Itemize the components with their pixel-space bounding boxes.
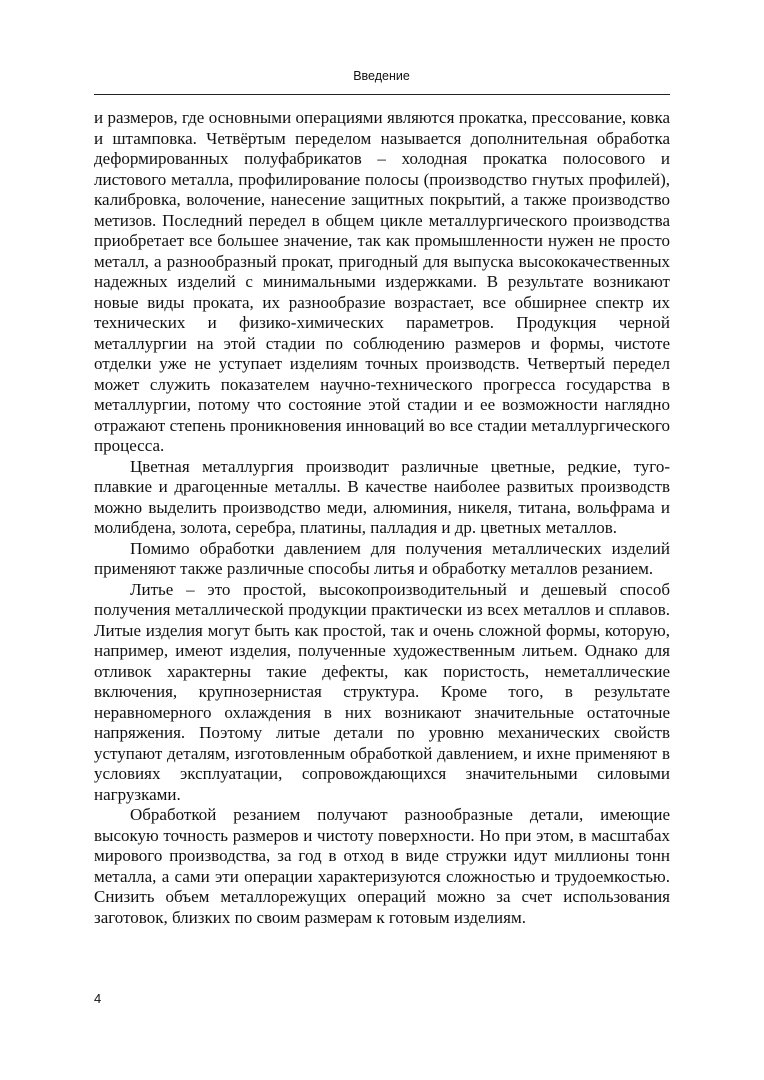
- paragraph-other-methods: Помимо обработки давлением для получения металлических изделий применяют также различные способы литья и обработку металлов резанием.: [94, 538, 670, 578]
- paragraph-casting: Литье – это простой, высокопроизводительный и дешевый способ получения металлической продукции практически из всех металлов и сплавов. Литые изделия могут быть как простой, так и очень сложной формы, которую, например, имеют изделия, полученные художественным литьем. Однако для отливок характерны такие дефекты, как пористость, неметаллические включения, крупнозернистая структура. Кроме того, в результате неравномерного охлаждения в них возникают значительные остаточные напряжения. Поэтому литые детали по уровню механических свойств уступают деталям, изготовленным обработкой давлением, и ихне применяют в условиях эксплуатации, сопровождающихся значительными силовыми нагрузками.: [94, 579, 670, 804]
- paragraph-continuation: и размеров, где основными операциями являются прокатка, прессование, ковка и штамповка. Четвёртым переделом называется дополнительная обработка деформированных полуфабрикатов – холодная прокатка полосового и листового металла, профилирование полосы (производство гнутых профилей), калибровка, волочение, нанесение защитных покрытий, а также производство метизов. Последний передел в общем цикле металлургического производства приобретает все большее значение, так как промышленности нужен не просто металл, а разнообразный прокат, пригодный для выпуска высококачественных надежных изделий с минимальными издержками. В результате возникают новые виды проката, их разнообразие возрастает, все обширнее спектр их технических и физико-химических параметров. Продукция черной металлургии на этой стадии по соблюдению размеров и формы, чистоте отделки уже не уступает изделиям точных производств. Четвертый передел может служить показателем научно-технического прогресса государства в металлургии, потому что состояние этой стадии и ее возможности наглядно отражают степень проникновения инноваций во все стадии металлургического процесса.: [94, 108, 670, 455]
- running-header: Введение: [353, 69, 410, 83]
- paragraph-nonferrous-metallurgy: Цветная металлургия производит различные цветные, редкие, тугоплавкие и драгоценные металлы. В качестве наиболее развитых производств можно выделить производство меди, алюминия, никеля, титана, вольфрама и молибдена, золота, серебра, платины, палладия и др. цветных металлов.: [94, 456, 670, 537]
- paragraph-machining: Обработкой резанием получают разнообразные детали, имеющие высокую точность размеров и чистоту поверхности. Но при этом, в масштабах мирового производства, за год в отход в виде стружки идут миллионы тонн металла, а сами эти операции характеризуются сложностью и трудоемкостью. Снизить объем металлорежущих операций можно за счет использования заготовок, близких по своим размерам к готовым изделиям.: [94, 805, 670, 927]
- page-body: [94, 108, 670, 928]
- page-number: 4: [94, 991, 102, 1006]
- header-divider: [94, 94, 670, 95]
